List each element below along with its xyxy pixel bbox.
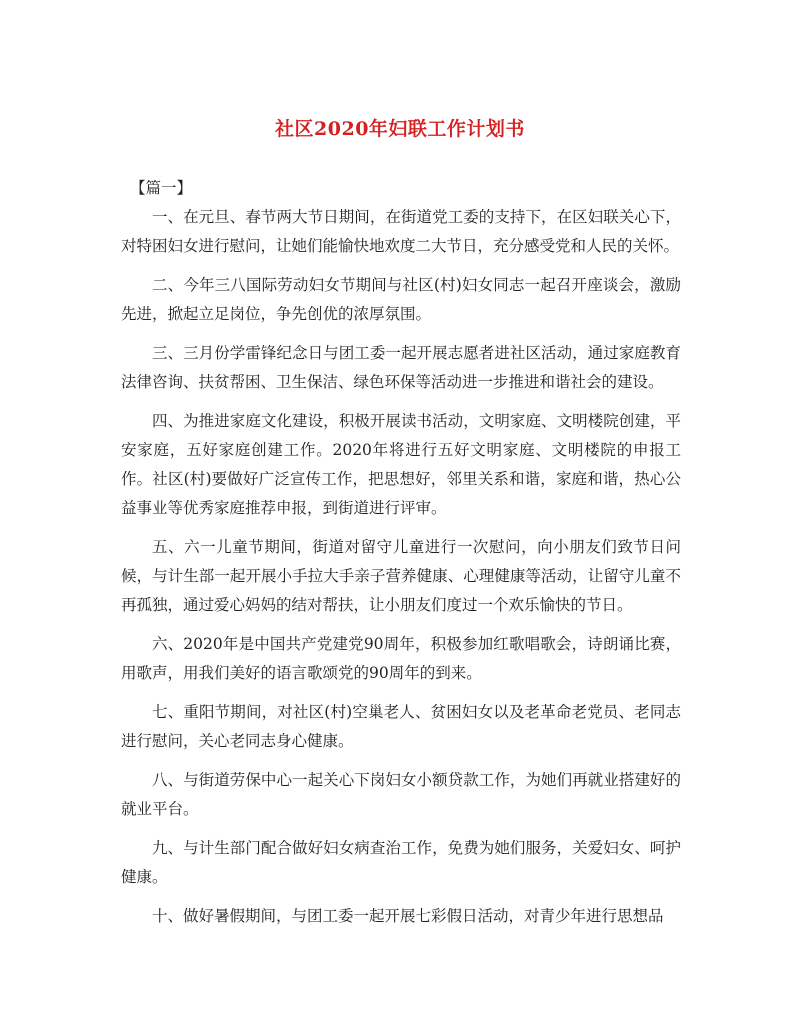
paragraph-8: 八、与街道劳保中心一起关心下岗妇女小额贷款工作，为她们再就业搭建好的就业平台。 (121, 771, 681, 818)
paragraph-7: 七、重阳节期间，对社区(村)空巢老人、贫困妇女以及老革命老党员、老同志进行慰问，关心老同志身心健康。 (121, 703, 681, 750)
section-heading: 【篇一】 (130, 179, 193, 197)
paragraph-2: 二、今年三八国际劳动妇女节期间与社区(村)妇女同志一起召开座谈会，激励先进，掀起立足岗位，争先创优的浓厚氛围。 (121, 276, 681, 323)
paragraph-5: 五、六一儿童节期间，街道对留守儿童进行一次慰问，向小朋友们致节日问候，与计生部一起开展小手拉大手亲子营养健康、心理健康等活动，让留守儿童不再孤独，通过爱心妈妈的结对帮扶，让小朋友们度过一个欢乐愉快的节日。 (121, 538, 681, 614)
document-title: 社区2020年妇联工作计划书 (275, 118, 525, 140)
paragraph-4: 四、为推进家庭文化建设，积极开展读书活动，文明家庭、文明楼院创建，平安家庭，五好家庭创建工作。2020年将进行五好文明家庭、文明楼院的申报工作。社区(村)要做好广泛宣传工作，把思想好，邻里关系和谐，家庭和谐，热心公益事业等优秀家庭推荐申报，到街道进行评审。 (121, 412, 681, 517)
document-body (121, 174, 681, 941)
paragraph-10: 十、做好暑假期间，与团工委一起开展七彩假日活动，对青少年进行思想品 (152, 907, 664, 925)
paragraph-1: 一、在元旦、春节两大节日期间，在街道党工委的支持下，在区妇联关心下，对特困妇女进行慰问，让她们能愉快地欢度二大节日，充分感受党和人民的关怀。 (121, 208, 681, 255)
paragraph-6: 六、2020年是中国共产党建党90周年，积极参加红歌唱歌会，诗朗诵比赛，用歌声，用我们美好的语言歌颂党的90周年的到来。 (121, 635, 681, 682)
paragraph-9: 九、与计生部门配合做好妇女病查治工作，免费为她们服务，关爱妇女、呵护健康。 (121, 839, 681, 886)
paragraph-3: 三、三月份学雷锋纪念日与团工委一起开展志愿者进社区活动，通过家庭教育法律咨询、扶贫帮困、卫生保洁、绿色环保等活动进一步推进和谐社会的建设。 (121, 344, 681, 391)
